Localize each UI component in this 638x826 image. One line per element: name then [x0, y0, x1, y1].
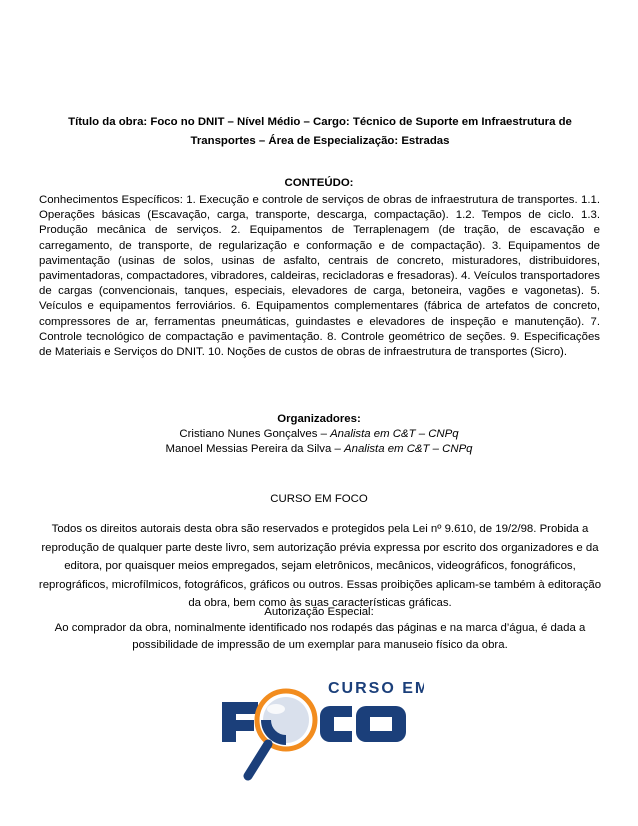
organizer-2-name: Manoel Messias Pereira da Silva – — [165, 443, 345, 455]
autorizacao-heading: Autorização Especial: — [264, 606, 374, 618]
conteudo-body: Conhecimentos Específicos: 1. Execução e controle de serviços de obras de infraestrutura de transportes. 1.1. Operações básicas (Escavação, carga, transporte, descarga, compactação). 1.2. Tempos de ciclo. 1.3. Produção mecânica de serviços. 2. Equipamentos de Terraplenagem (de tração, de escavação e carregamento, de transporte, de regularização e conformação e de compactação). 3. Equipamentos de pavimentação (usinas de solos, usinas de asfalto, centrais de concreto, misturadores, distribuidores, pavimentadoras, compactadores, vibradores, caldeiras, recicladoras e fresadoras). 4. Veículos transportadores de cargas (convencionais, tanques, especiais, elevadores de carga, betoneira, vagões e vagonetas). 5. Veículos e equipamentos ferroviários. 6. Equipamentos complementares (fábrica de artefatos de concreto, compressores de ar, ferramentas pneumáticas, guindastes e elevadores de inspeção e manutenção). 7. Controle tecnológico de compactação e pavimentação. 8. Controle geométrico de seções. 9. Especificações de Materiais e Serviços do DNIT. 10. Noções de custos de obras de infraestrutura de transportes (Sicro). — [39, 194, 600, 359]
logo-letter-o — [356, 706, 406, 742]
conteudo-heading: CONTEÚDO: — [284, 177, 354, 189]
curso-em-foco-logo — [218, 676, 424, 790]
organizadores-heading: Organizadores: — [277, 413, 361, 425]
magnifier-handle — [248, 744, 268, 776]
organizer-2-role: Analista em C&T – CNPq — [344, 443, 473, 455]
autorizacao-body: Ao comprador da obra, nominalmente identificado nos rodapés das páginas e na marca d’água, é dada a possibilidade de impressão de um exemplar para manuseio físico da obra. — [54, 622, 586, 651]
title-line-1: Título da obra: Foco no DNIT – Nível Médio – Cargo: Técnico de Suporte em Infraestrutura de — [68, 116, 572, 128]
document-title — [40, 113, 600, 151]
logo-top-text: CURSO EM — [328, 680, 424, 697]
organizer-1-name: Cristiano Nunes Gonçalves – — [179, 428, 331, 440]
curso-em-foco-label: CURSO EM FOCO — [270, 493, 368, 505]
organizer-1 — [0, 428, 638, 440]
logo-letter-f — [222, 702, 258, 742]
organizer-2 — [0, 443, 638, 455]
logo-graphic — [218, 676, 424, 790]
title-line-2: Transportes – Área de Especialização: Estradas — [190, 135, 450, 147]
organizer-1-role: Analista em C&T – CNPq — [330, 428, 459, 440]
lens-highlight — [267, 704, 285, 714]
logo-letter-c — [320, 706, 352, 742]
copyright-notice: Todos os direitos autorais desta obra são reservados e protegidos pela Lei nº 9.610, de 19/2/98. Probida a reprodução de qualquer parte deste livro, sem autorização prévia expressa por escrito dos organizadores e da editora, por quaisquer meios empregados, sejam eletrônicos, mecânicos, videográficos, fonográficos, reprográficos, microfílmicos, fotográficos, gráficos ou outros. Essas proibições aplicam-se também à editoração da obra, bem como às suas características gráficas. — [38, 523, 602, 609]
